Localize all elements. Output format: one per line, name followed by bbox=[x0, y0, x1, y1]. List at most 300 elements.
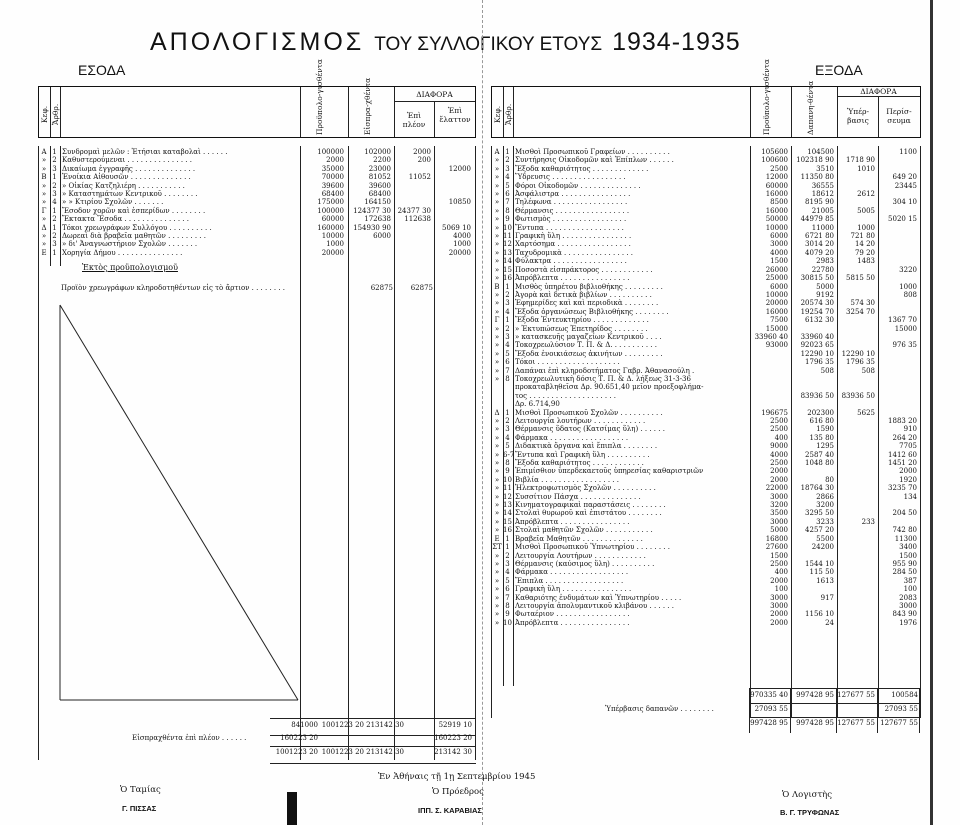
row-article: 1 bbox=[52, 148, 57, 156]
expense-grand-spent: 997428 95 bbox=[796, 719, 834, 727]
row-description: Θέρμανσις . . . . . . . . . . . . . . . . . bbox=[515, 206, 630, 215]
row-chapter: » bbox=[41, 232, 47, 241]
row-article: 8 bbox=[505, 601, 510, 610]
row-chapter: Δ bbox=[41, 223, 47, 232]
row-description: Θέρμανσις (καύσιμος ὕλη) . . . . . . . . . . bbox=[515, 559, 655, 568]
row-chapter: ΣΤ bbox=[492, 543, 502, 552]
row-description: Φάρμακα . . . . . . . . . . . . . . . . . . bbox=[515, 433, 629, 442]
row-budgeted: 3000 bbox=[770, 240, 788, 249]
income-grand-more: 213142 30 bbox=[366, 748, 404, 756]
row-chapter: » bbox=[494, 374, 500, 383]
row-collected: 102000 bbox=[364, 148, 391, 156]
row-budgeted: 2000 bbox=[770, 610, 788, 619]
table-row bbox=[491, 333, 919, 341]
row-spent: 135 80 bbox=[809, 433, 834, 442]
row-chapter: Β bbox=[494, 282, 500, 291]
row-less: 4000 bbox=[453, 232, 471, 241]
row-budgeted: 160000 bbox=[317, 223, 344, 232]
row-spent: 1295 bbox=[816, 442, 834, 451]
row-budgeted: 10000 bbox=[765, 290, 788, 299]
row-article: 2 bbox=[52, 215, 57, 224]
row-article: 2 bbox=[52, 181, 57, 190]
table-row bbox=[491, 509, 919, 517]
col-collected: Εἰσπρα-χθέντα bbox=[363, 77, 372, 135]
row-article: 3 bbox=[52, 240, 57, 249]
row-chapter: » bbox=[494, 332, 500, 341]
row-chapter: » bbox=[494, 459, 500, 468]
income-total-more: 213142 30 bbox=[366, 721, 404, 729]
row-description: Χορηγία Δήμου . . . . . . . . . . . . . . . bbox=[62, 248, 183, 257]
row-spent: 3014 20 bbox=[805, 240, 834, 249]
row-description: Δαπάναι ἐπὶ κληροδοτήματος Γαβρ. Ἀθανασούλη . bbox=[515, 366, 695, 375]
row-chapter: » bbox=[494, 164, 500, 173]
title-year: 1934-1935 bbox=[612, 28, 741, 56]
row-surplus: 23445 bbox=[894, 181, 917, 190]
row-article: 8 bbox=[505, 374, 510, 383]
row-budgeted: 6000 bbox=[770, 232, 788, 241]
row-overspend: 5005 bbox=[857, 206, 875, 215]
expense-grand-budgeted: 997428 95 bbox=[750, 719, 788, 727]
row-budgeted: 100000 bbox=[317, 148, 344, 156]
place-date: Ἐν Ἀθήναις τῇ 1ῃ Σεπτεμβρίου 1945 bbox=[378, 772, 536, 782]
row-description: Τόκοι χρεωγράφων Συλλόγου . . . . . . . . . . bbox=[62, 223, 212, 232]
exp-col-budgeted: Προϋπολο-γισθέντα bbox=[762, 59, 771, 135]
row-spent: 21005 bbox=[811, 206, 834, 215]
row-article: 10 bbox=[503, 475, 512, 484]
row-article: 4 bbox=[505, 568, 510, 577]
row-description: Ἔξοδα Ἐντευκτηρίου . . . . . . . . . . . . . bbox=[515, 316, 649, 325]
row-budgeted: 4000 bbox=[770, 450, 788, 459]
row-budgeted: 2000 bbox=[770, 576, 788, 585]
row-chapter: » bbox=[494, 568, 500, 577]
row-description: Τοκοχρεωλυτικὴ δόσις Τ. Π. & Δ. λήξεως 31-3-36 bbox=[515, 374, 691, 383]
row-budgeted: 12000 bbox=[765, 173, 788, 182]
table-row bbox=[491, 594, 919, 602]
row-collected: 23000 bbox=[368, 164, 391, 173]
row-budgeted: 2000 bbox=[770, 618, 788, 627]
row-spent: 3510 bbox=[816, 164, 834, 173]
table-row bbox=[491, 173, 919, 181]
table-row bbox=[491, 602, 919, 610]
row-spent: 917 bbox=[820, 593, 834, 602]
row-spent: 1156 10 bbox=[805, 610, 834, 619]
row-budgeted: 1000 bbox=[326, 240, 344, 249]
table-row bbox=[491, 434, 919, 442]
row-budgeted: 50000 bbox=[765, 215, 788, 224]
row-surplus: 742 80 bbox=[892, 526, 917, 535]
table-row bbox=[491, 274, 919, 282]
table-row bbox=[491, 375, 919, 383]
row-chapter: » bbox=[494, 156, 500, 165]
row-overspend: 5815 50 bbox=[846, 274, 875, 283]
treasurer-role: Ὁ Ταμίας bbox=[120, 785, 161, 795]
row-description: Τόκοι . . . . . . . . . . . . . . . . . . . bbox=[515, 358, 620, 367]
row-description: Ἠλεκτροφωτισμὸς Σχολῶν . . . . . . . . . . bbox=[515, 484, 656, 493]
row-more: 200 bbox=[417, 156, 431, 165]
row-chapter: » bbox=[41, 156, 47, 165]
row-description: Ἐφημερίδες καὶ καὶ περιοδικὰ . . . . . . . . bbox=[515, 299, 659, 308]
row-surplus: 3000 bbox=[899, 601, 917, 610]
row-chapter: » bbox=[494, 618, 500, 627]
row-description: Γραφικὴ ὕλη . . . . . . . . . . . . . . . . bbox=[515, 232, 632, 241]
col-budgeted: Προϋπολο-γισθέντα bbox=[315, 59, 324, 135]
row-spent: 5000 bbox=[816, 282, 834, 291]
row-chapter: » bbox=[41, 164, 47, 173]
row-budgeted: 25000 bbox=[765, 274, 788, 283]
row-spent: 19254 70 bbox=[800, 307, 834, 316]
row-article: 2 bbox=[505, 324, 510, 333]
table-row bbox=[491, 619, 919, 627]
row-budgeted: 196675 bbox=[761, 408, 788, 417]
row-chapter: » bbox=[494, 232, 500, 241]
row-budgeted: 3000 bbox=[770, 593, 788, 602]
row-surplus: 910 bbox=[903, 425, 917, 434]
table-row bbox=[491, 350, 919, 358]
row-budgeted: 175000 bbox=[317, 198, 344, 207]
row-description: Στολαὶ θυρωροῦ καὶ ἐπιστάτου . . . . . . . . bbox=[515, 509, 662, 518]
row-description: Μισθοὶ Προσωπικοῦ Ὑπνωτηρίου . . . . . . . . bbox=[515, 543, 670, 552]
row-surplus: 100 bbox=[903, 585, 917, 594]
row-article: 13 bbox=[503, 501, 512, 510]
row-surplus: 1500 bbox=[899, 551, 917, 560]
row-article: 2 bbox=[505, 156, 510, 165]
row-collected: 39600 bbox=[368, 181, 391, 190]
row-spent: 3200 bbox=[816, 501, 834, 510]
expense-total-spent: 997428 95 bbox=[796, 691, 834, 699]
expense-total-budgeted: 970335 40 bbox=[750, 691, 788, 699]
row-description: Ἔξοδα καθαριότητος . . . . . . . . . . . . . bbox=[515, 164, 649, 173]
row-description: Συντήρησις Οἰκοδομῶν καὶ Ἐπίπλων . . . . . . bbox=[515, 156, 674, 165]
row-spent: 83936 50 bbox=[800, 391, 834, 400]
row-article: 4 bbox=[505, 173, 510, 182]
expense-grand-overspend: 127677 55 bbox=[837, 719, 875, 727]
row-spent: 44979 85 bbox=[800, 215, 834, 224]
row-article: 2 bbox=[52, 232, 57, 241]
row-less: 12000 bbox=[448, 164, 471, 173]
row-description: Μισθὸς ὑπηρέτου βιβλιοθήκης . . . . . . . . . bbox=[515, 282, 663, 291]
row-description: » » Κτιρίου Σχολῶν . . . . . . . bbox=[62, 198, 164, 207]
row-description: Ἔξοδα ἐνοικιάσεως ἀκινήτων . . . . . . . . . bbox=[515, 349, 663, 358]
table-row bbox=[491, 425, 919, 433]
row-chapter: » bbox=[494, 593, 500, 602]
row-chapter: » bbox=[494, 349, 500, 358]
expense-over-label: Ὑπέρβασις δαπανῶν . . . . . . . . bbox=[605, 705, 714, 713]
row-chapter: » bbox=[494, 433, 500, 442]
income-excess-less: 160223 20 bbox=[434, 734, 472, 742]
row-article: 12 bbox=[503, 492, 512, 501]
row-article: 9 bbox=[505, 467, 510, 476]
row-article: 1 bbox=[505, 316, 510, 325]
row-surplus: 11300 bbox=[894, 534, 917, 543]
row-article: 15 bbox=[503, 265, 512, 274]
table-row bbox=[491, 585, 919, 593]
row-chapter: » bbox=[494, 290, 500, 299]
row-chapter: » bbox=[494, 299, 500, 308]
table-row bbox=[491, 266, 919, 274]
row-article: 8 bbox=[505, 206, 510, 215]
row-budgeted: 68400 bbox=[321, 190, 344, 199]
row-article: 14 bbox=[503, 509, 512, 518]
row-description: Φωταέριον . . . . . . . . . . . . . . . . . bbox=[515, 610, 630, 619]
row-article: 4 bbox=[52, 198, 57, 207]
row-chapter: » bbox=[494, 450, 500, 459]
fold-line bbox=[482, 0, 483, 825]
row-chapter: » bbox=[494, 358, 500, 367]
row-chapter: Β bbox=[41, 173, 47, 182]
table-row bbox=[491, 257, 919, 265]
row-surplus: 387 bbox=[903, 576, 917, 585]
exp-col-arthro: Ἄρθρ. bbox=[504, 103, 513, 125]
row-chapter: » bbox=[494, 585, 500, 594]
row-spent: 1613 bbox=[816, 576, 834, 585]
title-main: ΑΠΟΛΟΓΙΣΜΟΣ bbox=[150, 28, 365, 56]
row-description: Καθαριότης ἐνδυμάτων καὶ Ὑπνωτηρίου . . . . . bbox=[515, 593, 682, 602]
row-chapter: » bbox=[494, 206, 500, 215]
table-row bbox=[491, 240, 919, 248]
row-budgeted: 15000 bbox=[765, 324, 788, 333]
row-chapter: » bbox=[494, 576, 500, 585]
row-chapter: » bbox=[494, 190, 500, 199]
row-overspend: 14 20 bbox=[854, 240, 875, 249]
row-spent: 3295 50 bbox=[805, 509, 834, 518]
row-chapter: » bbox=[494, 265, 500, 274]
row-description: Συσσίτιον Πάσχα . . . . . . . . . . . . . . bbox=[515, 492, 641, 501]
row-surplus: 3235 70 bbox=[888, 484, 917, 493]
row-overspend: 1000 bbox=[857, 223, 875, 232]
row-budgeted: 35000 bbox=[321, 164, 344, 173]
table-row bbox=[491, 442, 919, 450]
table-row bbox=[491, 467, 919, 475]
row-chapter: » bbox=[494, 307, 500, 316]
row-budgeted: 20000 bbox=[321, 248, 344, 257]
row-spent: 104500 bbox=[807, 148, 834, 156]
row-chapter: » bbox=[494, 509, 500, 518]
row-chapter: » bbox=[494, 467, 500, 476]
row-budgeted: 2000 bbox=[770, 475, 788, 484]
row-description: Ἔπιπλα . . . . . . . . . . . . . . . . . . bbox=[515, 576, 624, 585]
row-article: 10 bbox=[503, 618, 512, 627]
treasurer-name: Γ. ΠΙΣΣΑΣ bbox=[122, 804, 157, 813]
row-surplus: 15000 bbox=[894, 324, 917, 333]
row-budgeted: 39600 bbox=[321, 181, 344, 190]
row-description: » Ἐκτυπώσεως Ἐπετηρίδος . . . . . . . . bbox=[515, 324, 648, 333]
exp-col-surplus: Περίσ-σευμα bbox=[886, 107, 912, 125]
row-surplus: 304 10 bbox=[892, 198, 917, 207]
row-description: Διδακτικὰ ὄργανα καὶ ἔπιπλα . . . . . . . . bbox=[515, 442, 658, 451]
row-description: Ἐπιμίσθιον ὑπερδεκαετοῦς ὑπηρεσίας καθαριστριῶν bbox=[515, 467, 704, 476]
row-spent: 1590 bbox=[816, 425, 834, 434]
row-surplus: 1920 bbox=[899, 475, 917, 484]
row-surplus: 3400 bbox=[899, 543, 917, 552]
row-surplus: 808 bbox=[903, 290, 917, 299]
row-article: 3 bbox=[505, 299, 510, 308]
row-budgeted: 1500 bbox=[770, 257, 788, 266]
exp-col-spent: Δαπανη-θέντα bbox=[806, 80, 815, 135]
row-collected: 2200 bbox=[373, 156, 391, 165]
row-description: Ἀπρόβλεπτα . . . . . . . . . . . . . . . . bbox=[515, 517, 630, 526]
row-surplus: 3220 bbox=[899, 265, 917, 274]
row-article: 3 bbox=[505, 559, 510, 568]
row-surplus: 649 20 bbox=[892, 173, 917, 182]
row-budgeted: 16000 bbox=[765, 307, 788, 316]
row-article: 14 bbox=[503, 257, 512, 266]
row-spent: 202300 bbox=[807, 408, 834, 417]
row-chapter: Ε bbox=[41, 248, 47, 257]
off-budget-collected: 62875 bbox=[370, 284, 393, 292]
row-article: 12 bbox=[503, 240, 512, 249]
row-budgeted: 7500 bbox=[770, 316, 788, 325]
row-article: 16 bbox=[503, 526, 512, 535]
row-budgeted: 4000 bbox=[770, 248, 788, 257]
row-collected: 68400 bbox=[368, 190, 391, 199]
table-row bbox=[491, 476, 919, 484]
row-chapter: » bbox=[494, 324, 500, 333]
binding-mark bbox=[287, 792, 297, 825]
row-surplus: 955 90 bbox=[892, 559, 917, 568]
row-description: Ἔντυπα . . . . . . . . . . . . . . . . . . bbox=[515, 223, 624, 232]
row-chapter: » bbox=[41, 240, 47, 249]
row-article: 2 bbox=[505, 551, 510, 560]
row-budgeted: 16800 bbox=[765, 534, 788, 543]
table-row bbox=[491, 207, 919, 215]
row-description: Φάρμακα . . . . . . . . . . . . . . . . . . bbox=[515, 568, 629, 577]
row-spent: 18612 bbox=[811, 190, 834, 199]
row-overspend: 1796 35 bbox=[846, 358, 875, 367]
row-overspend: 508 bbox=[861, 366, 875, 375]
row-article: 9 bbox=[505, 215, 510, 224]
row-budgeted: 10000 bbox=[765, 223, 788, 232]
row-more: 112638 bbox=[404, 215, 431, 224]
row-less: 1000 bbox=[453, 240, 471, 249]
row-description: Λειτουργία λουτήρων . . . . . . . . . . . . bbox=[515, 417, 646, 425]
row-chapter: » bbox=[494, 223, 500, 232]
row-budgeted: 3000 bbox=[770, 517, 788, 526]
row-article: 7 bbox=[505, 198, 510, 207]
row-article: 1 bbox=[505, 282, 510, 291]
row-budgeted: 100000 bbox=[317, 206, 344, 215]
row-chapter: » bbox=[41, 215, 47, 224]
row-budgeted: 22000 bbox=[765, 484, 788, 493]
row-budgeted: 6000 bbox=[770, 282, 788, 291]
row-spent: 24 bbox=[825, 618, 834, 627]
accountant-role: Ὁ Λογιστὴς bbox=[782, 790, 833, 800]
row-budgeted: 16000 bbox=[765, 206, 788, 215]
table-row bbox=[491, 165, 919, 173]
row-description: Ταχυδρομικὰ . . . . . . . . . . . . . . . . bbox=[515, 248, 634, 257]
row-budgeted: 8500 bbox=[770, 198, 788, 207]
row-description: Γραφικὴ ὕλη . . . . . . . . . . . . . . . . bbox=[515, 585, 632, 594]
row-description: Φωτισμὸς . . . . . . . . . . . . . . . . . bbox=[515, 215, 627, 224]
row-less: 5069 10 bbox=[442, 223, 471, 232]
col-kef: Κεφ. bbox=[40, 105, 49, 123]
row-budgeted: 100600 bbox=[761, 156, 788, 165]
row-description: Ἀγορὰ καὶ δετικὰ βιβλίων . . . . . . . . . . bbox=[515, 290, 652, 299]
row-surplus: 976 35 bbox=[892, 341, 917, 350]
row-overspend: 5625 bbox=[857, 408, 875, 417]
row-article: 5 bbox=[505, 576, 510, 585]
table-row bbox=[491, 484, 919, 492]
row-overspend: 3254 70 bbox=[846, 307, 875, 316]
row-chapter: » bbox=[494, 475, 500, 484]
row-article: 1 bbox=[505, 148, 510, 156]
row-description: Ἐνοίκια Αἰθουσῶν . . . . . . . . . . . . . . bbox=[62, 173, 191, 182]
row-description: Λειτουργία ἀπολυμαντικοῦ κλιβάνου . . . . . . bbox=[515, 601, 674, 610]
row-spent: 8195 90 bbox=[805, 198, 834, 207]
table-row bbox=[491, 493, 919, 501]
row-description: Φόροι Οἰκοδομῶν . . . . . . . . . . . . . . bbox=[515, 181, 641, 190]
row-chapter: » bbox=[494, 492, 500, 501]
table-row bbox=[491, 215, 919, 223]
row-chapter: » bbox=[41, 181, 47, 190]
table-row bbox=[491, 299, 919, 307]
row-surplus: 1100 bbox=[899, 148, 917, 156]
row-chapter: » bbox=[41, 198, 47, 207]
row-article: 11 bbox=[503, 232, 512, 241]
row-article: 5 bbox=[505, 181, 510, 190]
table-row bbox=[491, 232, 919, 240]
row-article: 8 bbox=[505, 459, 510, 468]
row-budgeted: 27600 bbox=[765, 543, 788, 552]
row-description: Ποσοστὰ εἰσπράκτορος . . . . . . . . . . . . bbox=[515, 265, 653, 274]
row-article: 1 bbox=[52, 206, 57, 215]
row-chapter: » bbox=[494, 198, 500, 207]
row-article: 1 bbox=[505, 408, 510, 417]
row-chapter: » bbox=[494, 551, 500, 560]
row-surplus: 7705 bbox=[899, 442, 917, 451]
row-description: » Καταστημάτων Κεντρικοῦ . . . . . . . . bbox=[62, 190, 198, 199]
row-surplus: 1000 bbox=[899, 282, 917, 291]
row-article: 6 bbox=[505, 585, 510, 594]
col-difference: ΔΙΑΦΟΡΑ bbox=[416, 90, 453, 99]
row-article: 1 bbox=[505, 543, 510, 552]
row-chapter: » bbox=[494, 517, 500, 526]
table-row bbox=[491, 400, 919, 408]
row-article: 2 bbox=[505, 290, 510, 299]
table-row bbox=[491, 358, 919, 366]
expense-total-overspend: 127677 55 bbox=[837, 691, 875, 699]
row-description: Βραβεῖα Μαθητῶν . . . . . . . . . . . . . . bbox=[515, 534, 643, 543]
row-spent: 1544 10 bbox=[805, 559, 834, 568]
row-collected: 172638 bbox=[364, 215, 391, 224]
col-more: Ἐπὶ πλέον bbox=[402, 111, 426, 129]
row-spent: 92023 65 bbox=[800, 341, 834, 350]
row-description: Ὕδρευσις . . . . . . . . . . . . . . . . . bbox=[515, 173, 626, 182]
row-description: » Οἰκίας Κατζηλιέρη . . . . . . . . . . . bbox=[62, 181, 185, 190]
row-spent: 6132 30 bbox=[805, 316, 834, 325]
expense-grand-surplus: 127677 55 bbox=[880, 719, 918, 727]
row-budgeted: 33960 40 bbox=[754, 332, 788, 341]
table-row bbox=[491, 568, 919, 576]
row-description: Ἔσοδον χορῶν καὶ ἑσπερίδων . . . . . . . . bbox=[62, 206, 206, 215]
table-row bbox=[491, 190, 919, 198]
exp-col-overspend: Ὑπέρ-βασις bbox=[846, 107, 870, 125]
page-edge bbox=[930, 0, 933, 825]
row-article: 1 bbox=[52, 223, 57, 232]
expense-label: ΕΞΟΔΑ bbox=[815, 62, 863, 78]
row-overspend: 721 80 bbox=[850, 232, 875, 241]
row-spent: 4079 20 bbox=[805, 248, 834, 257]
row-budgeted: 2000 bbox=[770, 467, 788, 476]
row-article: 11 bbox=[503, 484, 512, 493]
row-overspend: 2612 bbox=[857, 190, 875, 199]
row-description: Λειτουργία Λουτήρων . . . . . . . . . . . . bbox=[515, 551, 646, 560]
row-less: 10850 bbox=[448, 198, 471, 207]
expense-over-budgeted: 27093 55 bbox=[754, 705, 788, 713]
row-description: » κατασκευῆς μαγαζείων Κεντρικοῦ . . . . bbox=[515, 332, 662, 341]
row-surplus: 1451 20 bbox=[888, 459, 917, 468]
table-row bbox=[491, 451, 919, 459]
row-spent: 4257 20 bbox=[805, 526, 834, 535]
